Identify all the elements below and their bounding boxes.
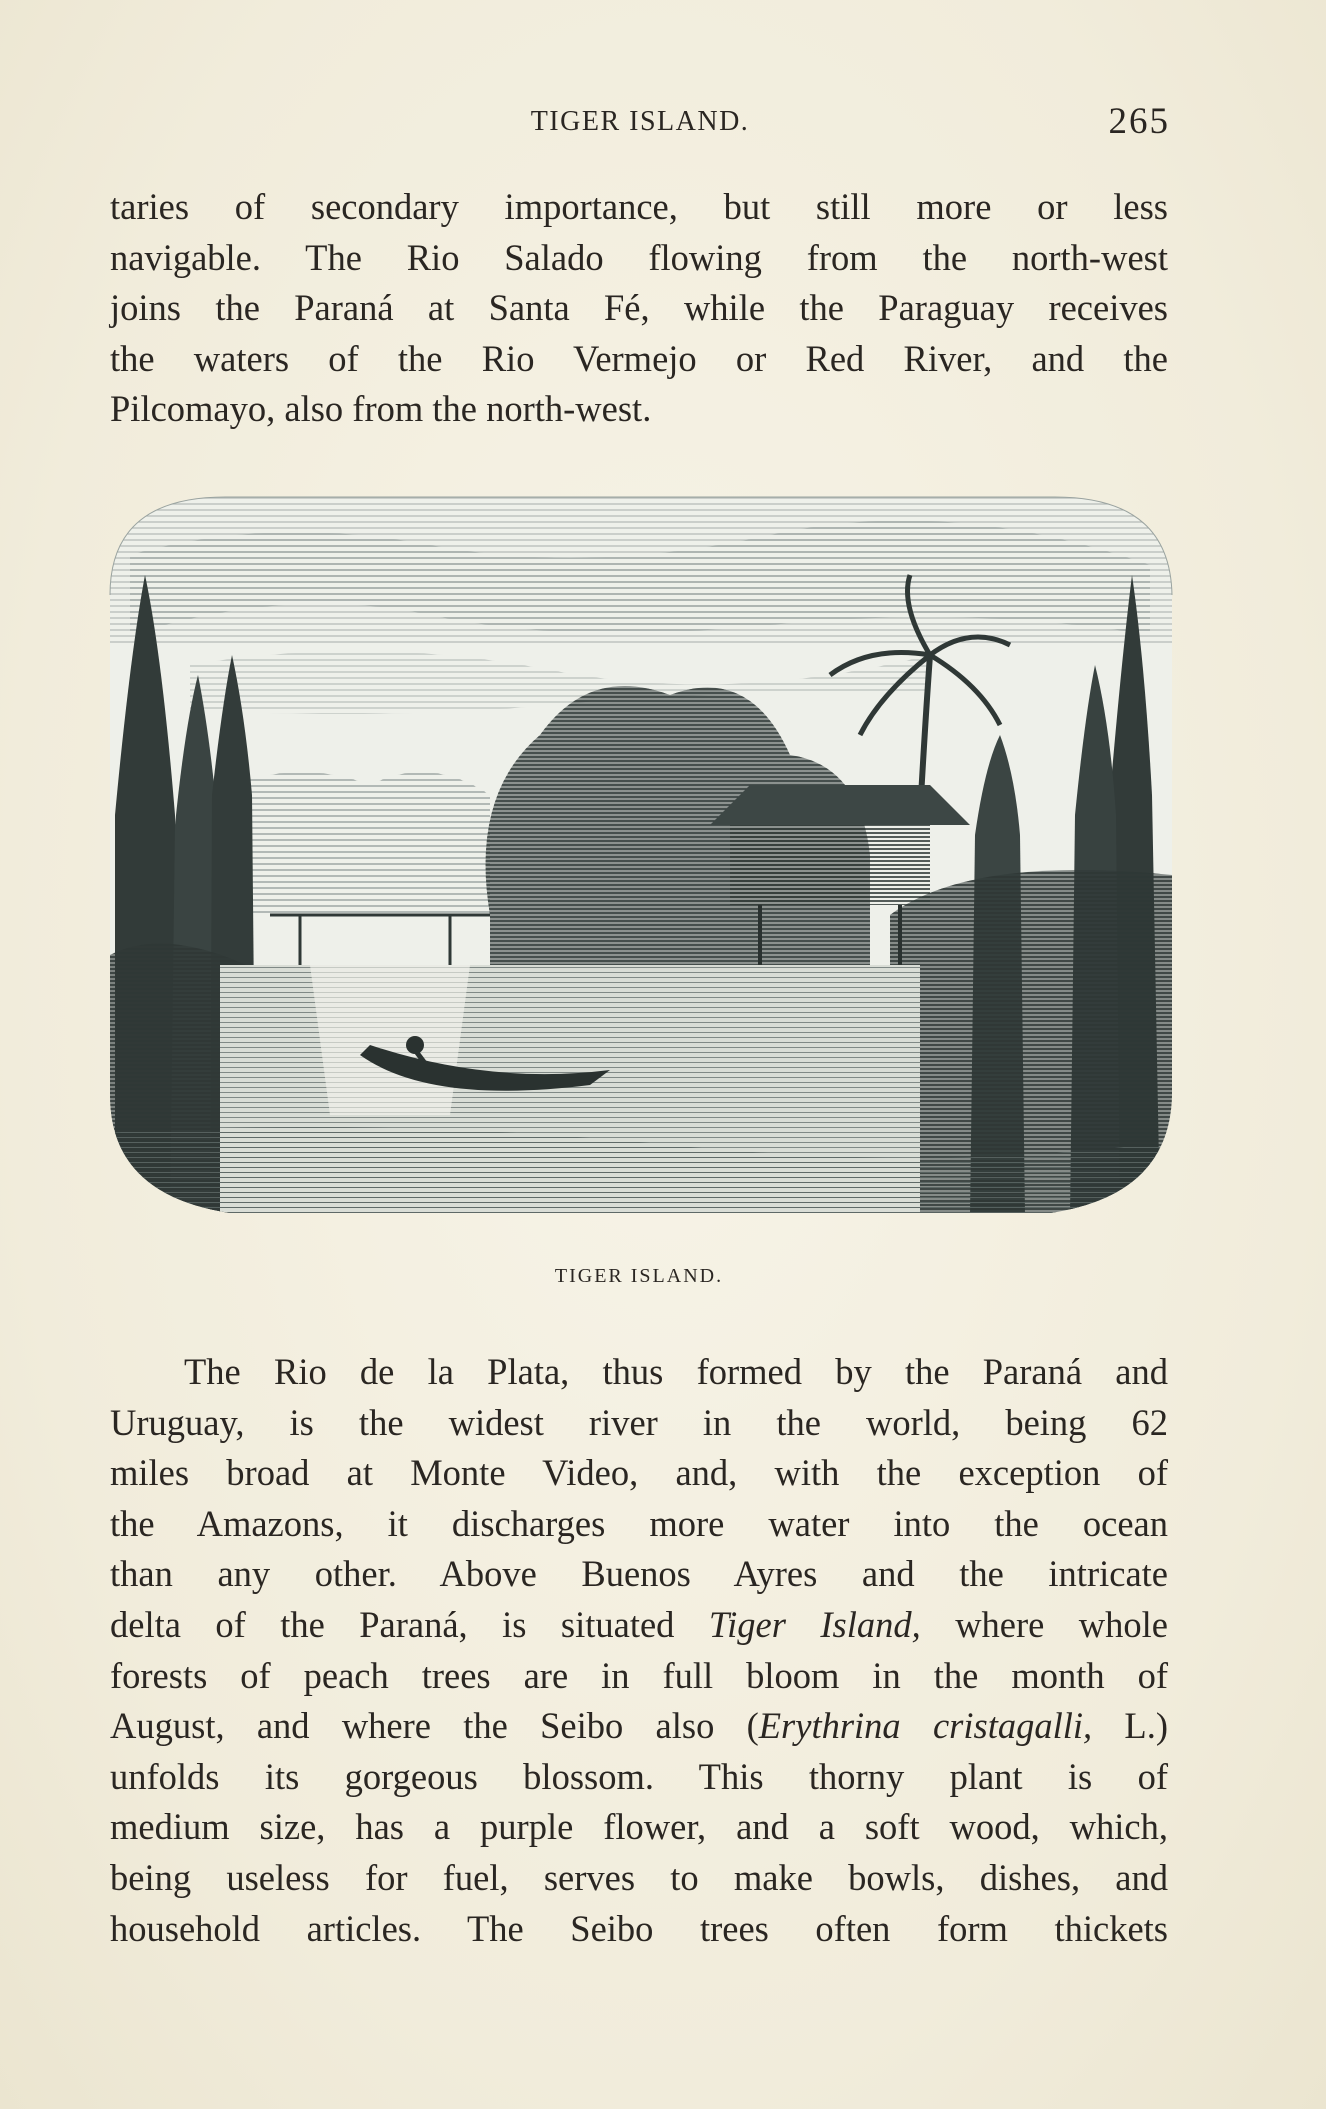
- text-line: [110, 1600, 1168, 1651]
- text-line: household articles. The Seibo trees often form thickets: [110, 1907, 1168, 1949]
- text-line: Uruguay, is the widest river in the world, being 62: [110, 1401, 1168, 1443]
- text-line: unfolds its gorgeous blossom. This thorny plant is of: [110, 1755, 1168, 1797]
- text-run: L.): [1092, 1705, 1169, 1747]
- text-run: August, and where the Seibo also (: [110, 1705, 759, 1747]
- text-line: taries of secondary importance, but still more or less: [110, 186, 1168, 227]
- italic-species-name: Erythrina cristagalli,: [758, 1705, 1093, 1747]
- illustration-caption: TIGER ISLAND.: [554, 1265, 724, 1287]
- engraving-illustration: [70, 495, 1212, 1215]
- text-line: medium size, has a purple flower, and a soft wood, which,: [110, 1806, 1168, 1848]
- page-number: 265: [1108, 101, 1170, 142]
- italic-place-name: Tiger Island,: [708, 1603, 921, 1645]
- text-line: forests of peach trees are in full bloom in the month of: [110, 1654, 1168, 1696]
- text-line: being useless for fuel, serves to make bowls, dishes, and: [110, 1856, 1168, 1898]
- text-line: the waters of the Rio Vermejo or Red River, and the: [110, 337, 1168, 379]
- text-line: the Amazons, it discharges more water into the ocean: [110, 1502, 1168, 1544]
- text-line: than any other. Above Buenos Ayres and the intricate: [110, 1553, 1168, 1595]
- text-line: Pilcomayo, also from the north-west.: [110, 388, 652, 430]
- running-head: [110, 100, 1170, 150]
- text-run: where whole: [920, 1603, 1169, 1645]
- text-run: delta of the Paraná, is situated: [110, 1603, 709, 1645]
- text-line: The Rio de la Plata, thus formed by the Paraná and: [184, 1351, 1168, 1392]
- text-line: [110, 1701, 1168, 1752]
- text-line: joins the Paraná at Santa Fé, while the Paraguay receives: [110, 287, 1168, 329]
- text-line: miles broad at Monte Video, and, with the exception of: [110, 1452, 1168, 1494]
- text-line: navigable. The Rio Salado flowing from the north-west: [110, 236, 1168, 278]
- engraving-scene: [70, 495, 1212, 1215]
- running-title: TIGER ISLAND.: [530, 106, 750, 137]
- paragraph-1: [110, 182, 1168, 435]
- paragraph-2: [110, 1347, 1168, 1954]
